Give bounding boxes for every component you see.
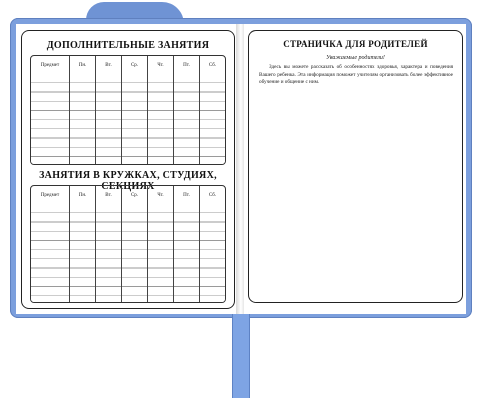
column-header: Пн. — [78, 192, 87, 198]
column-sat — [200, 186, 225, 302]
spine — [236, 24, 244, 314]
column-rows[interactable] — [200, 74, 225, 164]
schedule-table-additional — [30, 55, 226, 165]
column-wed — [122, 56, 148, 164]
column-fri — [174, 56, 200, 164]
bookmark-ribbon[interactable] — [232, 300, 250, 398]
column-rows[interactable] — [70, 74, 95, 164]
left-page-frame — [21, 30, 235, 309]
column-header: Сб. — [208, 192, 217, 198]
column-header: Ср. — [130, 192, 139, 198]
column-rows[interactable] — [148, 74, 173, 164]
column-rows[interactable] — [31, 204, 69, 302]
column-header: Пт. — [183, 192, 190, 198]
parents-page-title: СТРАНИЧКА ДЛЯ РОДИТЕЛЕЙ — [283, 39, 428, 49]
column-header: Чт. — [157, 192, 164, 198]
column-wed — [122, 186, 148, 302]
column-thu — [148, 186, 174, 302]
column-rows[interactable] — [122, 204, 147, 302]
column-rows[interactable] — [174, 204, 199, 302]
column-tue — [96, 186, 122, 302]
column-header: Чт. — [157, 62, 164, 68]
parents-greeting: Уважаемые родители! — [326, 55, 385, 61]
parents-instructions: Здесь вы можете рассказать об особенностях здоровья, характера и поведения Вашего ребенка. Эта информация поможет учителям организовать более эффективное обучение и общение с ним. — [259, 64, 453, 85]
column-mon — [70, 186, 96, 302]
column-rows[interactable] — [96, 204, 121, 302]
column-header: Пт. — [183, 62, 190, 68]
section-title-additional: ДОПОЛНИТЕЛЬНЫЕ ЗАНЯТИЯ — [46, 40, 210, 51]
column-subject — [31, 186, 70, 302]
column-subject — [31, 56, 70, 164]
column-sat — [200, 56, 225, 164]
section-title-clubs: ЗАНЯТИЯ В КРУЖКАХ, СТУДИЯХ, СЕКЦИЯХ — [39, 170, 217, 192]
column-rows[interactable] — [148, 204, 173, 302]
column-mon — [70, 56, 96, 164]
column-header: Вт. — [105, 192, 112, 198]
column-rows[interactable] — [31, 74, 69, 164]
column-header: Пн. — [78, 62, 87, 68]
column-header: Предмет — [40, 62, 60, 68]
column-header: Предмет — [40, 192, 60, 198]
column-rows[interactable] — [200, 204, 225, 302]
parents-page-frame[interactable] — [248, 30, 463, 303]
column-header: Вт. — [105, 62, 112, 68]
column-header: Ср. — [130, 62, 139, 68]
column-rows[interactable] — [174, 74, 199, 164]
column-fri — [174, 186, 200, 302]
column-rows[interactable] — [96, 74, 121, 164]
column-thu — [148, 56, 174, 164]
column-rows[interactable] — [70, 204, 95, 302]
column-header: Сб. — [208, 62, 217, 68]
column-rows[interactable] — [122, 74, 147, 164]
schedule-table-clubs — [30, 185, 226, 303]
column-tue — [96, 56, 122, 164]
